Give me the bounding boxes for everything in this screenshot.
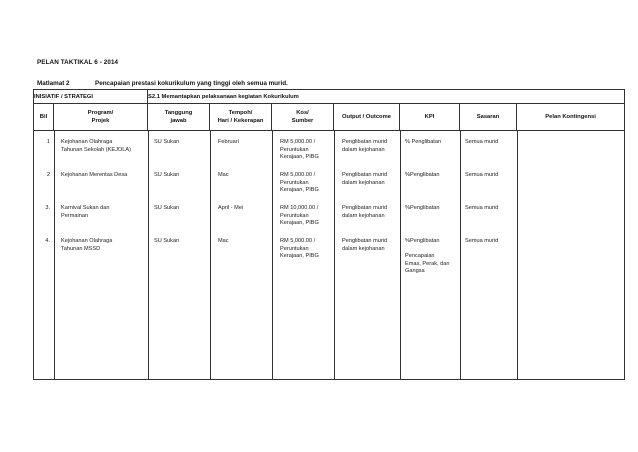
cost-line1: RM 5,000.00 / <box>280 139 316 145</box>
cost-source <box>280 205 319 228</box>
header-program-line1: Program/ <box>87 110 114 116</box>
output-line2: dalam kejohanan <box>342 245 385 252</box>
program-name <box>61 238 112 253</box>
output-line2: dalam kejohanan <box>342 179 385 186</box>
duration: Mac <box>218 172 229 178</box>
header-kpi: KPI <box>400 104 460 131</box>
program-line2: Permainan <box>61 212 89 219</box>
kpi: % Penglibatan <box>405 139 442 145</box>
kpi <box>405 238 449 276</box>
program-line1: Karnival Sukan dan <box>61 205 110 211</box>
duration: April - Mei <box>218 205 244 211</box>
header-cost-line2: Sumber <box>291 118 314 124</box>
output-line1: Penglibatan murid <box>342 205 388 211</box>
kpi-line1: %Penglibatan <box>405 238 440 244</box>
program-name <box>61 172 127 180</box>
row-number: 1 <box>46 139 50 145</box>
output-line2: dalam kejohanan <box>342 212 385 219</box>
objective-text: Pencapaian prestasi kokurikulum yang tinggi oleh semua murid. <box>95 80 288 87</box>
header-cost-line1: Kos/ <box>296 110 309 116</box>
rows-holder <box>34 131 624 379</box>
cost-line3: Kerajaan, PIBG <box>280 154 319 161</box>
program-name <box>61 139 131 154</box>
row-number: 4. <box>45 238 50 244</box>
header-program-line2: Projek <box>91 118 110 124</box>
row-number: 2 <box>46 172 50 178</box>
responsible: SU Sukan <box>154 172 180 178</box>
header-row <box>34 104 625 131</box>
program-line1: Kejohanan Merentas Desa <box>61 172 128 178</box>
output-outcome <box>342 205 387 220</box>
cost-source <box>280 172 319 195</box>
kpi-line4: Gangsa <box>405 268 425 275</box>
tactical-plan-table <box>33 89 625 380</box>
cost-line2: Peruntukan <box>280 245 309 252</box>
duration: Februari <box>218 139 239 145</box>
target: Semua murid <box>465 139 499 145</box>
responsible: SU Sukan <box>154 238 180 244</box>
kpi: %Penglibatan <box>405 172 440 178</box>
header-responsible-line2: jawab <box>170 118 187 124</box>
header-cost <box>272 104 334 131</box>
cost-source <box>280 238 319 261</box>
row-number: 3. <box>45 205 50 211</box>
header-responsible-line1: Tanggung <box>164 110 193 116</box>
header-duration-line1: Tempoh/ <box>228 110 253 116</box>
program-name <box>61 205 110 220</box>
program-line1: Kejohanan Olahraga <box>61 139 113 145</box>
kpi-line2: Pencapaian <box>405 253 435 260</box>
responsible: SU Sukan <box>154 139 180 145</box>
output-line1: Penglibatan murid <box>342 172 388 178</box>
kpi-line3: Emas, Perak, dan <box>405 260 450 267</box>
strategy-text: S2.1 Memantapkan pelaksanaan kegiatan Kokurikulum <box>148 90 625 104</box>
target: Semua murid <box>465 238 499 244</box>
objective-label: Matlamat 2 <box>37 80 70 87</box>
header-contingency: Pelan Kontingensi <box>517 104 625 131</box>
header-duration <box>210 104 272 131</box>
initiative-label: INISIATIF / STRATEGI <box>34 90 148 104</box>
table-body <box>34 131 625 380</box>
header-program <box>54 104 148 131</box>
cost-line3: Kerajaan, PIBG <box>280 220 319 227</box>
program-line2: Tahunan Sekolah (KEJOLA) <box>61 146 131 153</box>
header-bil: Bil <box>34 104 54 131</box>
cost-source <box>280 139 319 162</box>
responsible: SU Sukan <box>154 205 180 211</box>
output-outcome <box>342 238 387 253</box>
output-outcome <box>342 172 387 187</box>
header-output: Output / Outcome <box>334 104 400 131</box>
header-duration-line2: Hari / Kekerapan <box>217 118 264 124</box>
duration: Mac <box>218 238 229 244</box>
cost-line2: Peruntukan <box>280 212 309 219</box>
cost-line2: Peruntukan <box>280 179 309 186</box>
target: Semua murid <box>465 205 499 211</box>
output-line1: Penglibatan murid <box>342 238 388 244</box>
header-target: Sasaran <box>460 104 517 131</box>
target: Semua murid <box>465 172 499 178</box>
output-outcome <box>342 139 387 154</box>
kpi: %Penglibatan <box>405 205 440 211</box>
header-responsible <box>148 104 210 131</box>
document-title: PELAN TAKTIKAL 6 - 2014 <box>37 59 119 66</box>
cost-line3: Kerajaan, PIBG <box>280 253 319 260</box>
cost-line2: Peruntukan <box>280 146 309 153</box>
cost-line1: RM 10,000.00 / <box>280 205 319 211</box>
output-line2: dalam kejohanan <box>342 146 385 153</box>
cost-line3: Kerajaan, PIBG <box>280 187 319 194</box>
body-row <box>34 131 625 380</box>
cost-line1: RM 5,000.00 / <box>280 238 316 244</box>
strategy-row <box>34 90 625 104</box>
cost-line1: RM 5,000.00 / <box>280 172 316 178</box>
program-line2: Tahunan MSSD <box>61 245 101 252</box>
output-line1: Penglibatan murid <box>342 139 388 145</box>
program-line1: Kejohanan Olahraga <box>61 238 113 244</box>
